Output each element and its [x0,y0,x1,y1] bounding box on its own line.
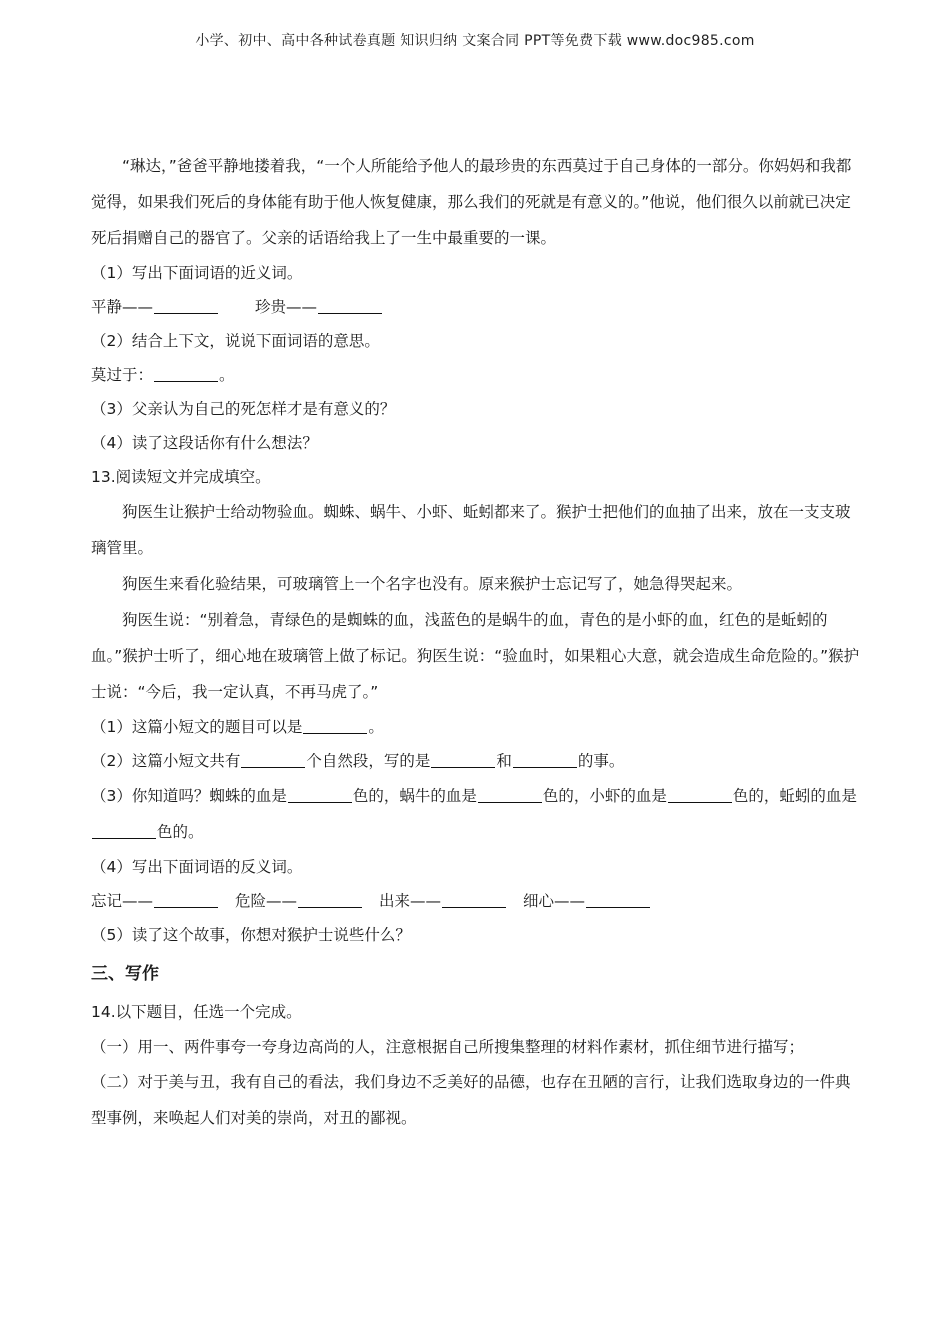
passage13-paragraph-2: 狗医生来看化验结果，可玻璃管上一个名字也没有。原来猴护士忘记写了，她急得哭起来。 [122,575,743,593]
passage13-paragraph-1: 狗医生让猴护士给动物验血。蜘蛛、蜗牛、小虾、蚯蚓都来了。猴护士把他们的血抽了出来，放在一支支玻璃管里。 [91,503,851,557]
question-14-option-2: （二）对于美与丑，我有自己的看法，我们身边不乏美好的品德，也存在丑陋的言行，让我们选取身边的一件典型事例，来唤起人们对美的崇尚，对丑的鄙视。 [91,1073,851,1127]
answer-blank[interactable] [318,297,382,314]
answer-blank[interactable] [154,891,218,908]
word-label: 平静—— [91,298,154,316]
word-label: 出来—— [379,892,442,910]
question-text: 色的。 [157,823,204,841]
passage12-paragraph: “琳达，”爸爸平静地搂着我，“一个人所能给予他人的最珍贵的东西莫过于自己身体的一部分。你妈妈和我都觉得，如果我们死后的身体能有助于他人恢复健康，那么我们的死就是有意义的。”他说，他们很久以前就已决定死后捐赠自己的器官了。父亲的话语给我上了一生中最重要的一课。 [91,157,852,247]
question-12-3: （3）父亲认为自己的死怎样才是有意义的？ [91,400,396,418]
question-13-3 [91,778,861,850]
question-text: 和 [496,752,512,770]
question-text: 的事。 [577,752,625,770]
answer-blank[interactable] [431,751,495,768]
answer-blank[interactable] [668,786,732,803]
answer-blank[interactable] [303,717,367,734]
answer-blank[interactable] [513,751,577,768]
question-text: 色的，蚯蚓的血是 [732,787,857,805]
answer-blank[interactable] [298,891,362,908]
answer-blank[interactable] [288,786,352,803]
answer-blank[interactable] [442,891,506,908]
question-text: 色的，蜗牛的血是 [352,787,477,805]
question-14: 14.以下题目，任选一个完成。 [91,1003,302,1021]
question-12-1-answers [91,290,861,324]
question-13-5: （5）读了这个故事，你想对猴护士说些什么？ [91,926,411,944]
punctuation: 。 [368,718,384,736]
question-13-2 [91,744,861,778]
word-label: 忘记—— [91,892,154,910]
question-14-option-1: （一）用一、两件事夸一夸身边高尚的人，注意根据自己所搜集整理的材料作素材，抓住细节进行描写； [91,1038,805,1056]
question-13-4-answers [91,884,861,918]
question-text: （1）这篇小短文的题目可以是 [91,718,303,736]
word-label: 危险—— [235,892,298,910]
punctuation: 。 [219,366,235,384]
question-text: 个自然段，写的是 [306,752,431,770]
question-12-2: （2）结合上下文，说说下面词语的意思。 [91,332,380,350]
question-13-title: 13.阅读短文并完成填空。 [91,468,271,486]
answer-blank[interactable] [92,822,156,839]
word-label: 珍贵—— [255,298,318,316]
question-12-4: （4）读了这段话你有什么想法？ [91,434,318,452]
question-12-2-answer [91,358,861,392]
answer-blank[interactable] [241,751,305,768]
question-13-4: （4）写出下面词语的反义词。 [91,858,303,876]
answer-blank[interactable] [154,297,218,314]
answer-blank[interactable] [478,786,542,803]
section-title-writing: 三、写作 [91,964,159,984]
question-text: 色的，小虾的血是 [542,787,667,805]
passage13-paragraph-3: 狗医生说：“别着急，青绿色的是蜘蛛的血，浅蓝色的是蜗牛的血，青色的是小虾的血，红色的是蚯蚓的血。”猴护士听了，细心地在玻璃管上做了标记。狗医生说：“验血时，如果粗心大意，就会造成生命危险的。”猴护士说：“今后，我一定认真，不再马虎了。” [91,611,860,701]
word-label: 莫过于： [91,366,154,384]
document-body [91,148,861,1136]
answer-blank[interactable] [154,365,218,382]
question-12-1: （1）写出下面词语的近义词。 [91,264,303,282]
question-text: （3）你知道吗？蜘蛛的血是 [91,787,287,805]
question-text: （2）这篇小短文共有 [91,752,241,770]
answer-blank[interactable] [586,891,650,908]
word-label: 细心—— [523,892,586,910]
page-header: 小学、初中、高中各种试卷真题 知识归纳 文案合同 PPT等免费下载 www.doc985.com [195,33,755,49]
question-13-1 [91,710,861,744]
